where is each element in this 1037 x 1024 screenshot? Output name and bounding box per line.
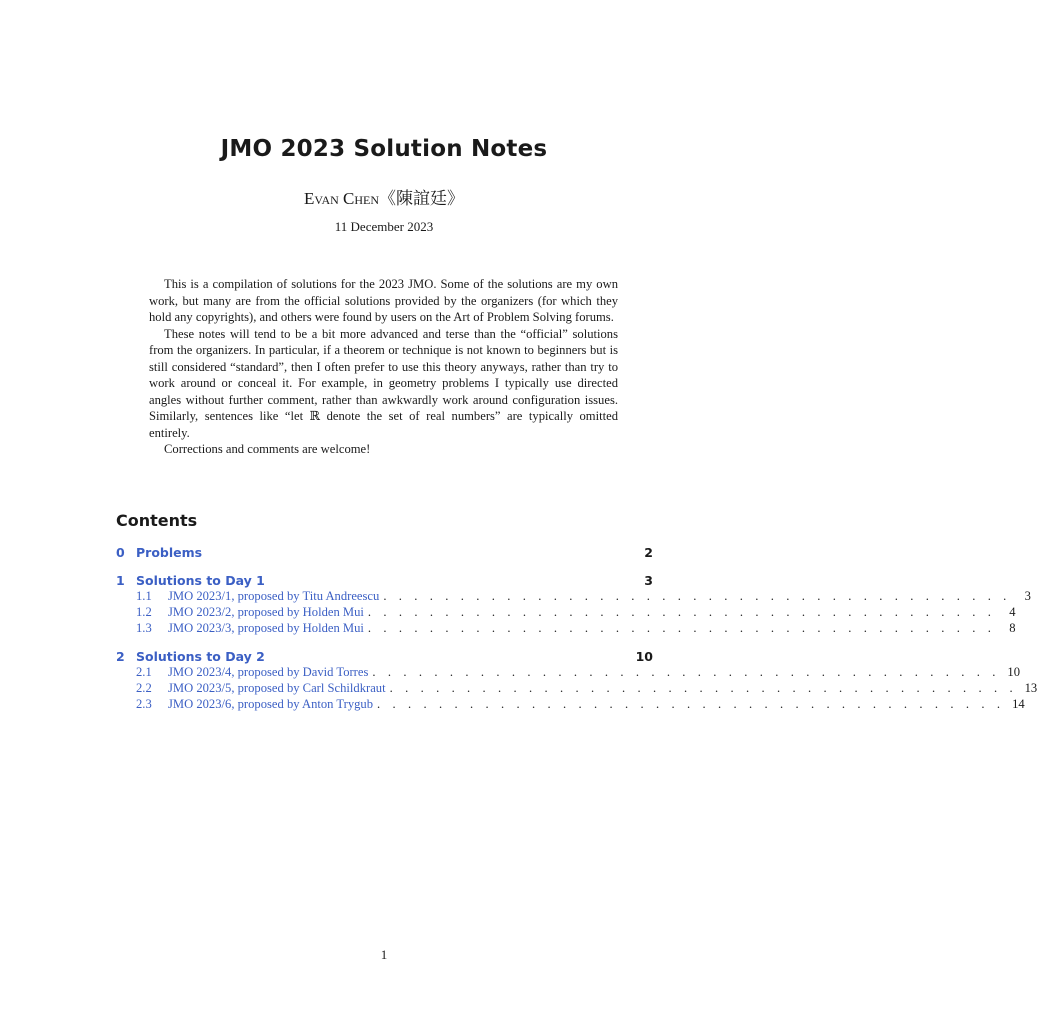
toc-subsection-link[interactable]	[116, 589, 1031, 605]
toc-subsection-title: JMO 2023/5, proposed by Carl Schildkraut	[168, 681, 386, 695]
toc-dot-leader: . . . . . . . . . . . . . . . . . . . . . . . . . . . . . . . . . . . . . . . . .	[367, 605, 996, 619]
document-date: 11 December 2023	[334, 219, 434, 234]
toc-dot-leader: . . . . . . . . . . . . . . . . . . . . . . . . . . . . . . . . . . . . . . . . .	[389, 681, 1018, 695]
table-of-contents	[116, 545, 1037, 725]
toc-section-page: 2	[644, 545, 653, 560]
toc-dot-leader: . . . . . . . . . . . . . . . . . . . . . . . . . . . . . . . . . . . . . . . . .	[377, 697, 1005, 711]
toc-subsection-page: 3	[1024, 589, 1031, 603]
document-title: JMO 2023 Solution Notes	[220, 136, 548, 162]
toc-subsection-link[interactable]	[116, 621, 1016, 637]
abstract-paragraph: This is a compilation of solutions for the 2023 JMO. Some of the solutions are my own work, but many are from the official solutions provided by the organizers (for which they hold any copyrights), and others were found by users on the Art of Problem Solving forums.	[149, 277, 618, 324]
toc-section-page: 3	[644, 573, 653, 588]
toc-section-number: 2	[116, 649, 125, 664]
toc-section-title: Solutions to Day 1	[136, 573, 265, 588]
toc-subsection-title: JMO 2023/2, proposed by Holden Mui	[168, 605, 364, 619]
toc-section	[116, 649, 1037, 713]
toc-section-title: Solutions to Day 2	[136, 649, 265, 664]
abstract-paragraph: Corrections and comments are welcome!	[164, 442, 371, 456]
toc-subsection-page: 14	[1012, 697, 1025, 711]
abstract	[149, 276, 618, 458]
toc-subsection-page: 10	[1007, 665, 1020, 679]
toc-subsection-number: 1.1	[136, 589, 152, 603]
toc-subsection-link[interactable]	[116, 605, 1016, 621]
toc-dot-leader: . . . . . . . . . . . . . . . . . . . . . . . . . . . . . . . . . . . . . . . . .	[372, 665, 1000, 679]
toc-subsection-number: 2.3	[136, 697, 152, 711]
toc-subsection-link[interactable]	[116, 665, 1020, 681]
document-author: Evan Chen《陳誼廷》	[303, 189, 465, 208]
toc-subsection-number: 2.1	[136, 665, 152, 679]
toc-section-number: 1	[116, 573, 125, 588]
contents-heading: Contents	[116, 511, 198, 530]
toc-dot-leader: . . . . . . . . . . . . . . . . . . . . . . . . . . . . . . . . . . . . . . . . .	[367, 621, 996, 635]
toc-subsection-page: 8	[1009, 621, 1016, 635]
toc-subsection-title: JMO 2023/1, proposed by Titu Andreescu	[168, 589, 380, 603]
toc-section-link-problems[interactable]	[116, 545, 653, 561]
toc-section-number: 0	[116, 545, 125, 560]
toc-subsection-number: 1.3	[136, 621, 152, 635]
toc-section	[116, 573, 1031, 637]
abstract-paragraph: These notes will tend to be a bit more advanced and terse than the “official” solutions from the organizers. In particular, if a theorem or technique is not known to beginners but is still considered “standard”, then I often prefer to use this theory anyways, rather than try to work around or conceal it. For example, in geometry problems I typically use directed angles without further comment, rather than awkwardly work around configuration issues. Similarly, sentences like “let ℝ denote the set of real numbers” are typically omitted entirely.	[149, 326, 618, 440]
toc-subsection-link[interactable]	[116, 681, 1037, 697]
toc-section-title: Problems	[136, 545, 203, 560]
toc-subsection-number: 1.2	[136, 605, 152, 619]
toc-section-link-day-1[interactable]	[116, 573, 653, 589]
toc-dot-leader: . . . . . . . . . . . . . . . . . . . . . . . . . . . . . . . . . . . . . . . . .	[383, 589, 1011, 603]
toc-subsection-title: JMO 2023/6, proposed by Anton Trygub	[168, 697, 374, 711]
toc-subsection-page: 13	[1024, 681, 1037, 695]
toc-subsection-number: 2.2	[136, 681, 152, 695]
toc-section	[116, 545, 653, 561]
toc-subsection-title: JMO 2023/3, proposed by Holden Mui	[168, 621, 364, 635]
toc-section-link-day-2[interactable]	[116, 649, 653, 665]
toc-subsection-page: 4	[1009, 605, 1016, 619]
toc-subsection-link[interactable]	[116, 697, 1025, 713]
page-number: 1	[380, 947, 388, 962]
toc-subsection-title: JMO 2023/4, proposed by David Torres	[168, 665, 369, 679]
toc-section-page: 10	[635, 649, 653, 664]
